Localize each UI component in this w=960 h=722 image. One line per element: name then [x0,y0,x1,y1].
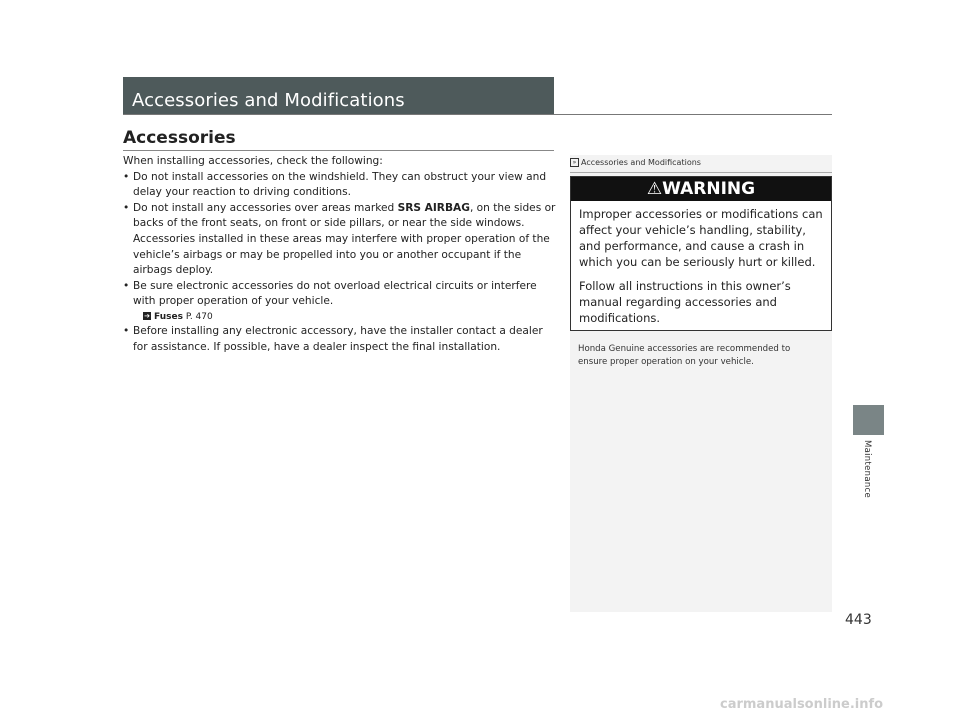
bullet-icon: • [123,170,130,183]
list-item [123,201,558,279]
sidebar-heading [570,158,701,167]
list-item-text: Do not install accessories on the windshield. They can obstruct your view and delay your reaction to driving conditions. [133,170,547,199]
warning-box [570,176,832,331]
fuses-reference-link[interactable] [133,310,558,324]
section-divider [123,150,554,151]
warning-header [571,177,831,201]
arrow-reference-icon: ➔ [144,312,150,321]
section-heading: Accessories [123,128,236,148]
list-item-text: Do not install any accessories over areas marked [133,201,398,214]
warning-text: Follow all instructions in this owner’s manual regarding accessories and modifications. [579,279,791,325]
note-icon: » [570,158,579,167]
bullet-icon: • [123,201,130,214]
page-title: Accessories and Modifications [132,90,405,111]
page-number: 443 [845,612,872,628]
reference-label: Fuses [154,311,183,322]
warning-text: Improper accessories or modifications can affect your vehicle’s handling, stability, and performance, and cause a crash in which you can be seriously hurt or killed. [579,207,823,269]
list-item-text: , on the sides or backs of the front seats, on front or side pillars, or near the side windows. Accessories installed in these areas may interfere with proper operation of the vehicle’s airbags or may be propelled into you or another occupant if the airbags deploy. [133,201,556,277]
chapter-tab-label: Maintenance [862,440,872,499]
list-item-text: Be sure electronic accessories do not overload electrical circuits or interfere with proper operation of your vehicle. [133,279,537,308]
chapter-tab-marker [853,405,884,435]
bullet-list [123,170,558,356]
sidebar-heading-text: Accessories and Modifications [581,158,701,167]
list-item [123,324,558,355]
bullet-icon: • [123,279,130,292]
intro-text: When installing accessories, check the following: [123,155,383,167]
list-item-text: Before installing any electronic accessory, have the installer contact a dealer for assistance. If possible, have a dealer inspect the final installation. [133,324,543,353]
watermark: carmanualsonline.info [720,697,884,712]
sidebar-divider [570,172,832,173]
chapter-title-bar [123,77,554,115]
sidebar-notes [570,155,832,612]
title-divider [123,114,832,115]
warning-triangle-icon: ⚠ [646,179,663,199]
srs-airbag-label: SRS AIRBAG [397,201,470,214]
bullet-icon: • [123,324,130,337]
warning-title: WARNING [662,179,756,199]
list-item [123,279,558,324]
reference-page: P. 470 [185,311,213,322]
list-item [123,170,558,201]
sidebar-note: Honda Genuine accessories are recommended to ensure proper operation on your vehicle. [578,344,791,367]
main-content [123,154,558,355]
